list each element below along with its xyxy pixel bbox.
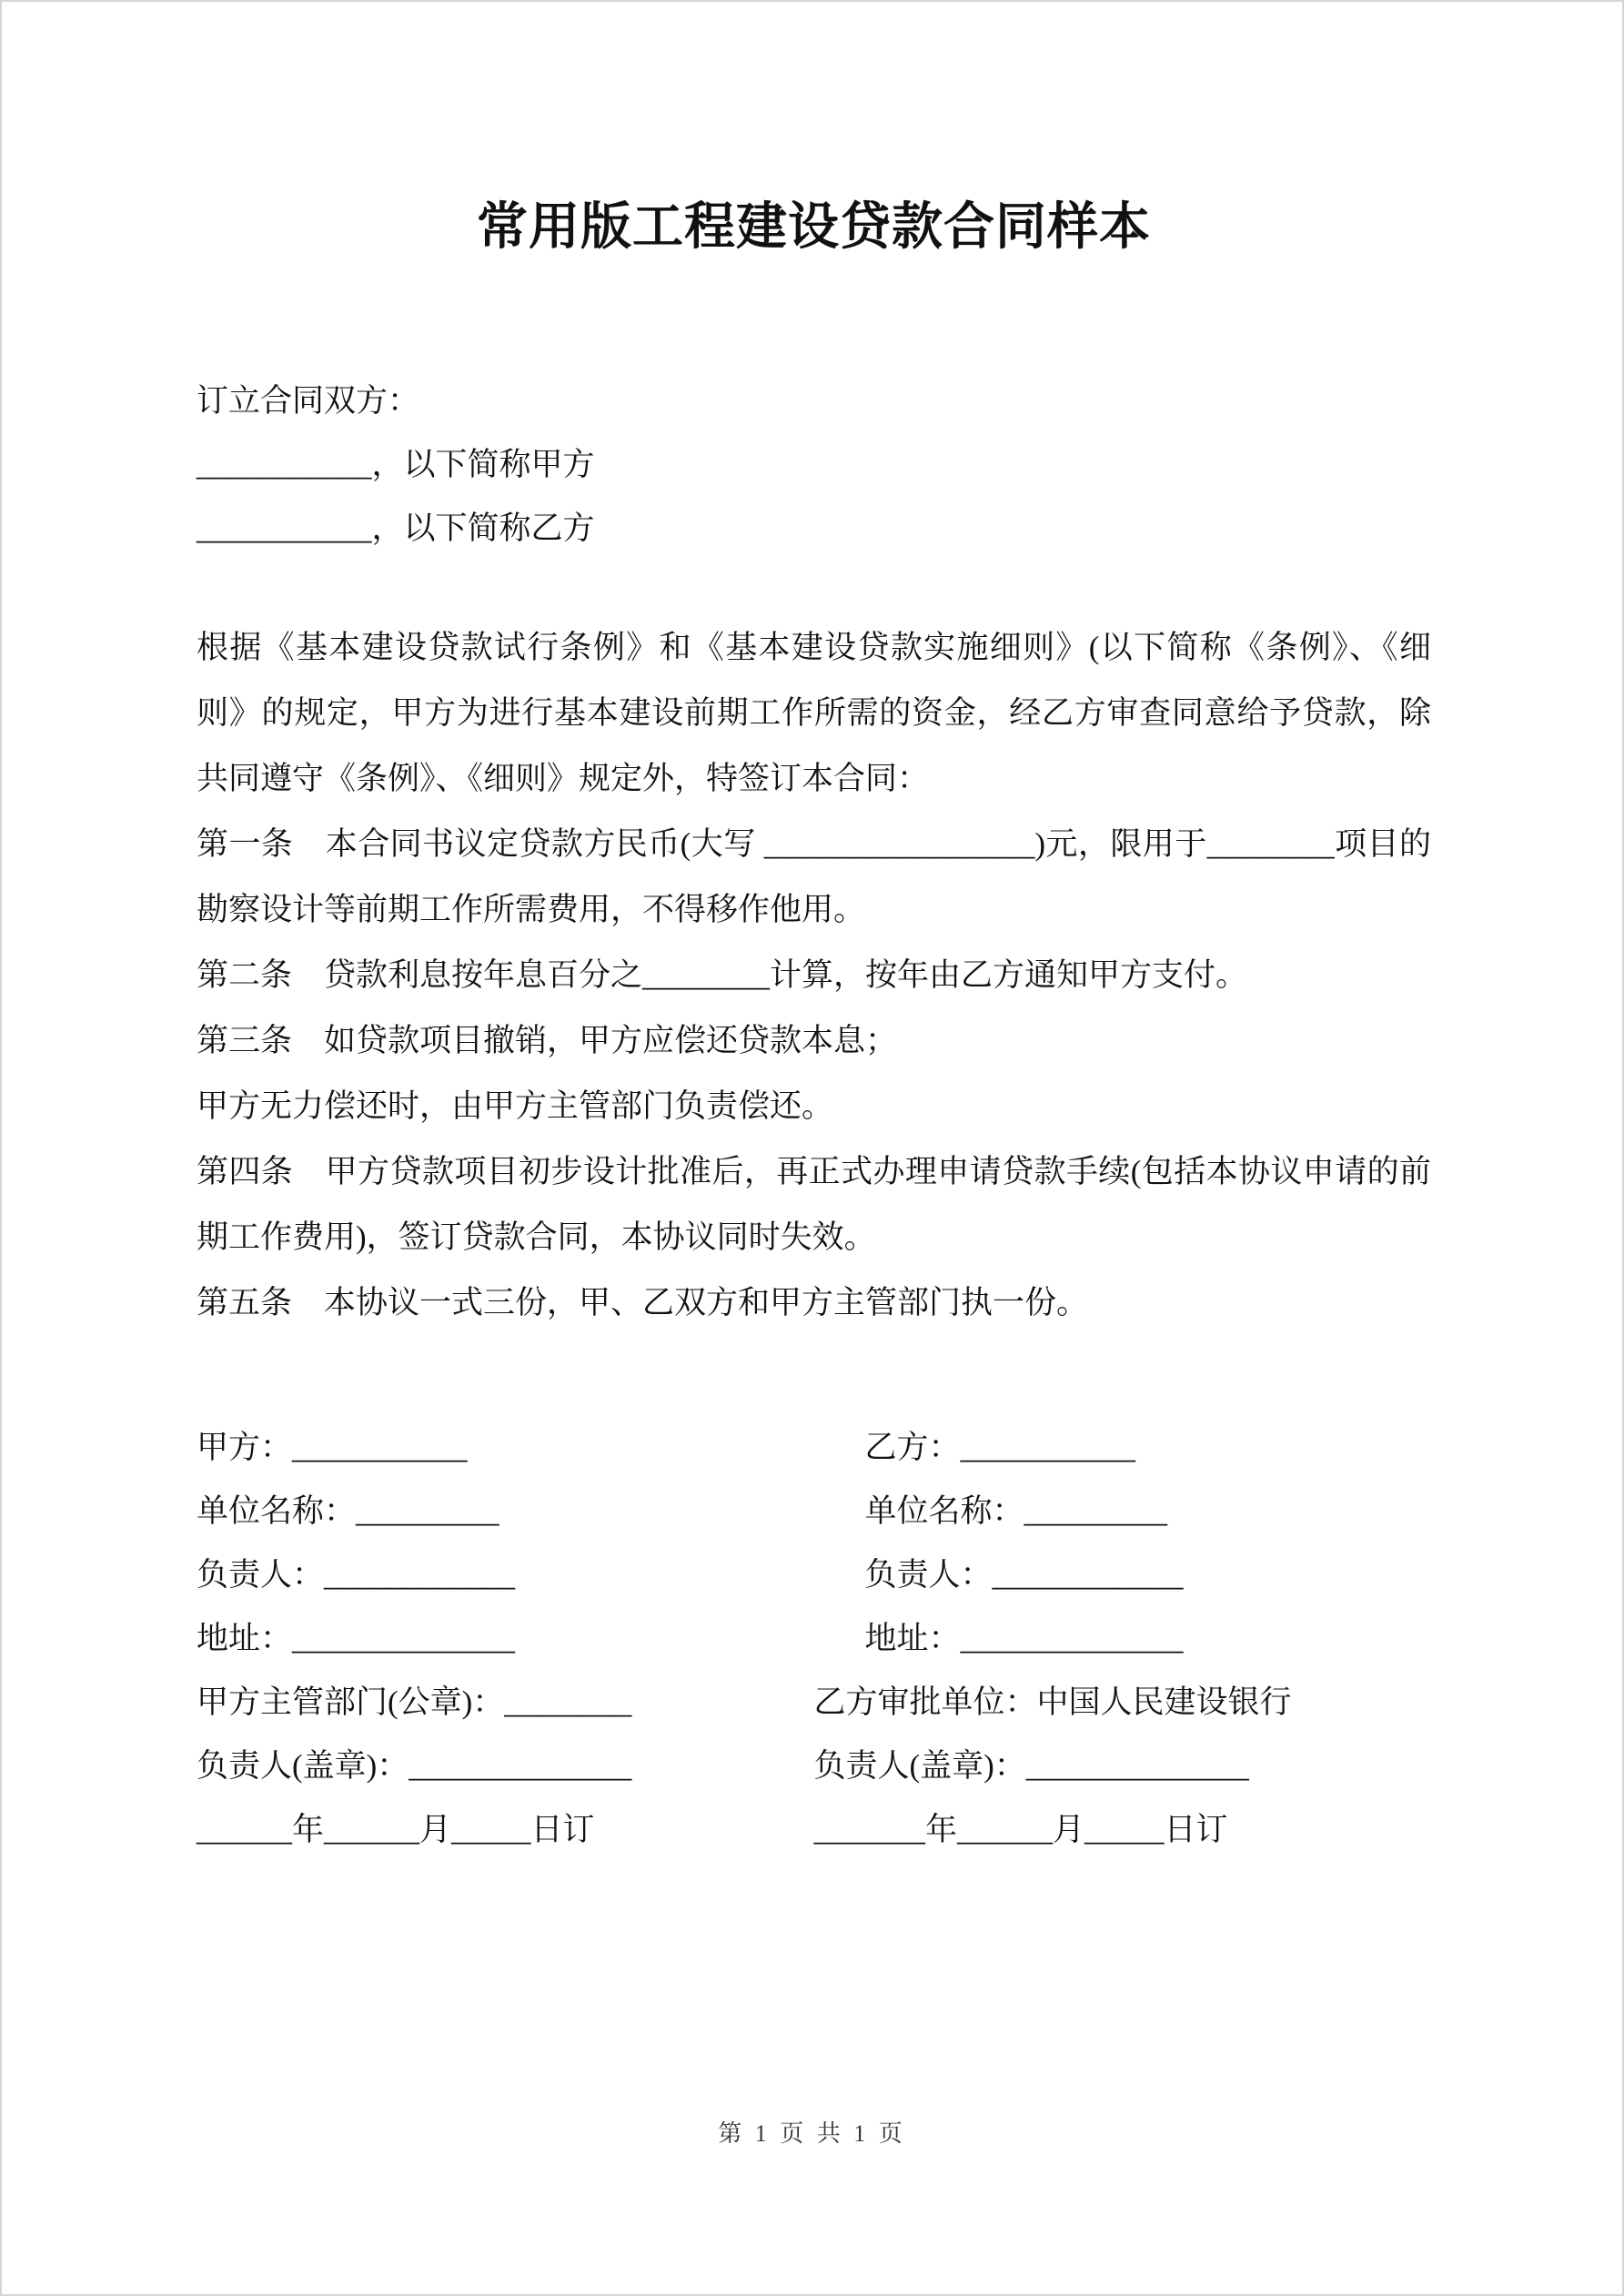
sig-responsible-seal-a: 负责人(盖章)：______________: [197, 1748, 632, 1784]
sig-responsible-seal-b: 负责人(盖章)：______________: [813, 1748, 1249, 1784]
sig-dept-seal-a: 甲方主管部门(公章)：________: [197, 1684, 632, 1720]
sig-address-b: 地址：______________: [864, 1621, 1184, 1656]
document-content: [2, 2, 1622, 1862]
signature-row-address: [197, 1607, 1431, 1671]
signature-row-unit-name: [197, 1480, 1431, 1543]
signature-row-dept-approval: [197, 1671, 1431, 1735]
intro-line-parties: 订立合同双方：: [197, 383, 420, 419]
clause-3: 第三条 如贷款项目撤销，甲方应偿还贷款本息；: [197, 1023, 898, 1058]
sig-approval-unit-b: 乙方审批单位：中国人民建设银行: [813, 1684, 1292, 1720]
sig-party-b: 乙方：___________: [864, 1430, 1136, 1465]
sig-date-b: _______年______月_____日订: [813, 1812, 1228, 1847]
parties-intro-block: [197, 369, 1431, 561]
signature-block: [197, 1416, 1431, 1862]
sig-responsible-a: 负责人：____________: [197, 1557, 516, 1593]
clause-1: 第一条 本合同书议定贷款方民币(大写 _________________)元，限用于________项目的勘察设计等前期工作所需费用，不得移作他用。: [197, 826, 1431, 927]
signature-row-party: [197, 1416, 1431, 1480]
signature-row-date: [197, 1798, 1431, 1862]
contract-body: [197, 615, 1431, 1336]
intro-line-party-b-blank: ___________，以下简称乙方: [197, 511, 595, 546]
signature-row-responsible-seal: [197, 1735, 1431, 1798]
clause-4: 第四条 甲方贷款项目初步设计批准后，再正式办理申请贷款手续(包括本协议申请的前期工作费用)，签订贷款合同，本协议同时失效。: [197, 1154, 1431, 1255]
sig-address-a: 地址：______________: [197, 1621, 516, 1656]
document-title: 常用版工程建设贷款合同样本: [477, 199, 1151, 256]
page-number-footer: 第 1 页 共 1 页: [718, 2120, 906, 2147]
clause-2: 第二条 贷款利息按年息百分之________计算，按年由乙方通知甲方支付。: [197, 957, 1248, 993]
clause-5: 第五条 本协议一式三份，甲、乙双方和甲方主管部门执一份。: [197, 1285, 1089, 1320]
sig-unit-name-b: 单位名称：_________: [864, 1493, 1168, 1529]
sig-responsible-b: 负责人：____________: [864, 1557, 1184, 1593]
sig-party-a: 甲方：___________: [197, 1430, 468, 1465]
signature-row-responsible: [197, 1543, 1431, 1607]
sig-date-a: ______年______月_____日订: [197, 1812, 595, 1847]
sig-unit-name-a: 单位名称：_________: [197, 1493, 499, 1529]
intro-line-party-a-blank: ___________，以下简称甲方: [197, 447, 595, 482]
clause-3-continued: 甲方无力偿还时，由甲方主管部门负责偿还。: [197, 1088, 834, 1124]
preamble-paragraph: 根据《基本建设贷款试行条例》和《基本建设贷款实施细则》(以下简称《条例》、《细则》的规定，甲方为进行基本建设前期工作所需的资金，经乙方审查同意给予贷款，除共同遵守《条例》、《细则》规定外，特签订本合同：: [197, 630, 1431, 796]
